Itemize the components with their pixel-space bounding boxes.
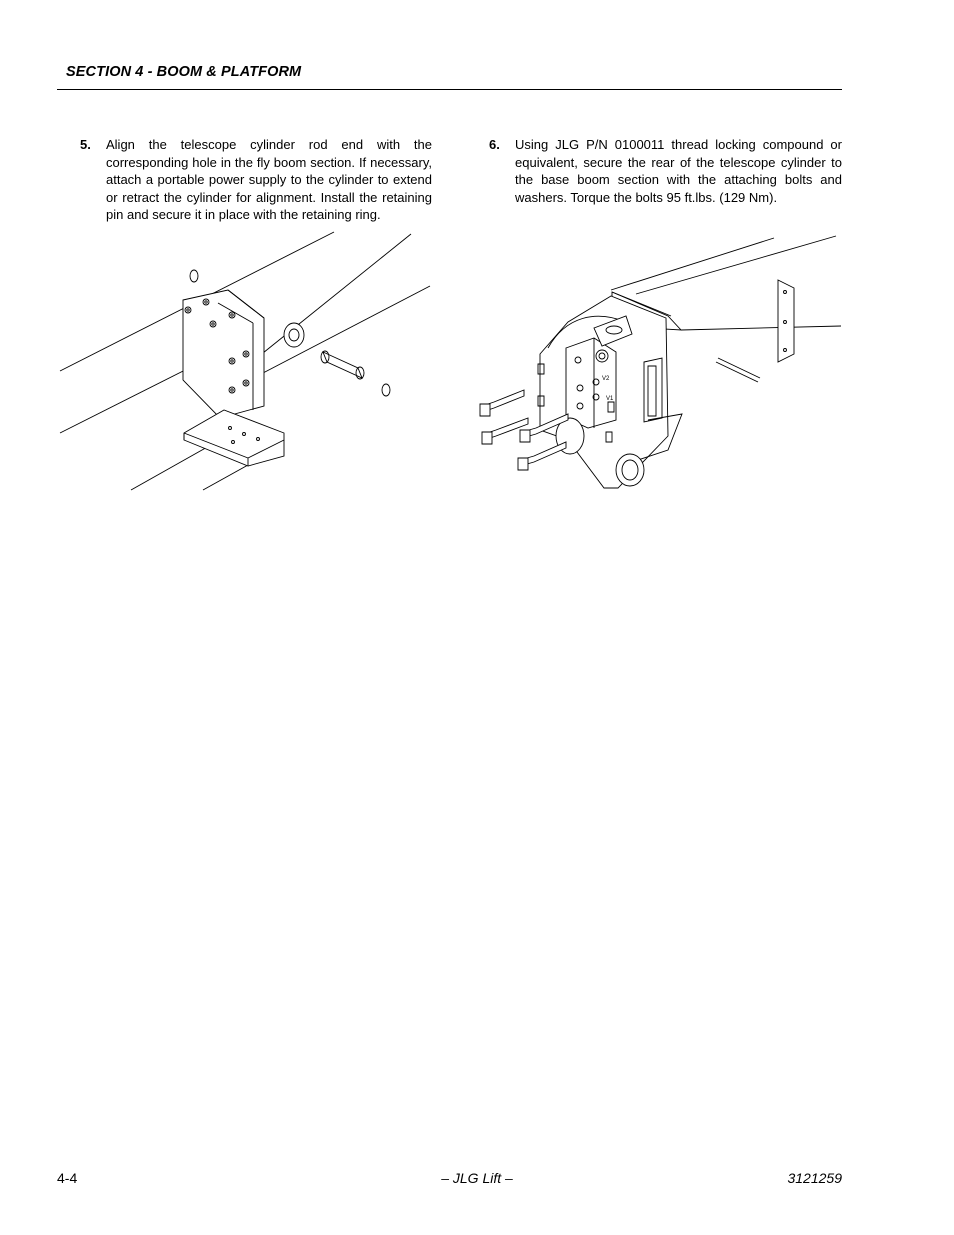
- valve-label-v1: V1: [606, 396, 614, 402]
- step-number: 5.: [80, 137, 91, 152]
- page-number: 4-4: [57, 1170, 78, 1186]
- step-5: [80, 136, 432, 224]
- footer-brand: – JLG Lift –: [441, 1170, 513, 1186]
- section-title: SECTION 4 - BOOM & PLATFORM: [66, 64, 302, 80]
- step-6: [489, 136, 842, 206]
- header-rule: [57, 89, 842, 90]
- figure-base-boom-cylinder: [476, 230, 844, 492]
- figure-fly-boom-pin: [58, 228, 438, 492]
- step-number: 6.: [489, 137, 500, 152]
- step-text: Align the telescope cylinder rod end with the corresponding hole in the fly boom section. If necessary, attach a portable power supply to the cylinder to extend or retract the cylinder for alignment. Install the retaining pin and secure it in place with the retaining ring.: [106, 137, 432, 222]
- valve-label-v2: V2: [602, 376, 610, 382]
- step-text: Using JLG P/N 0100011 thread locking compound or equivalent, secure the rear of the telescope cylinder to the base boom section with the attaching bolts and washers. Torque the bolts 95 ft.lbs. (129 Nm).: [515, 137, 842, 205]
- document-number: 3121259: [787, 1170, 842, 1186]
